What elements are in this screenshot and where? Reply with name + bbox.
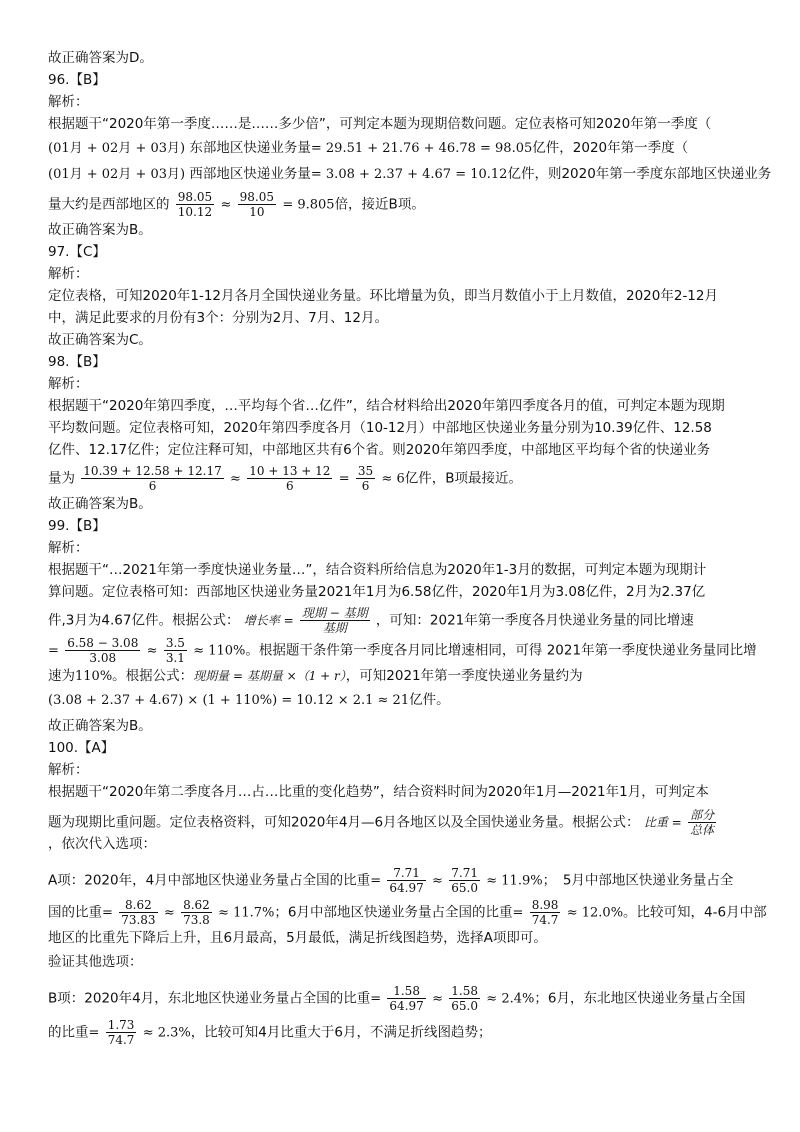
text-fragment: ；6月中部地区快递业务量占全国的比重	[274, 904, 513, 921]
numerator: 7.71	[451, 866, 478, 880]
text-fragment: ，比较可知4月比重大于6月，不满足折线图趋势；	[190, 1024, 492, 1041]
formula-text: = 29.51 + 21.76 + 46.78 = 98.05	[310, 141, 533, 156]
denominator: 10	[249, 205, 265, 219]
text-line: 算问题。定位表格可知：西部地区快递业务量2021年1月为6.58亿件，2020年1月为3.08亿件，2月为2.37亿	[48, 584, 706, 600]
numerator: 8.62	[183, 898, 210, 912]
formula-text: (3.08 + 2.37 + 4.67) × (1 + 110%) = 10.12 × 2.1 ≈ 21	[48, 693, 410, 708]
formula-line	[48, 808, 760, 837]
analysis-label: 解析：	[48, 762, 89, 778]
text-line: 故正确答案为B。	[48, 718, 152, 734]
approx-sign: ≈	[432, 991, 443, 1007]
text-line: 平均数问题。定位表格可知，2020年第四季度各月（10-12月）中部地区快递业务量分别为10.39亿件、12.58	[48, 420, 712, 436]
fraction	[181, 898, 212, 927]
text-fragment: 量为	[48, 470, 75, 487]
text-fragment: 亿件，B项最接近。	[404, 470, 523, 487]
equals-sign: =	[512, 905, 524, 921]
text-fragment: 量大约是西部地区的	[48, 196, 170, 213]
text-line: 故正确答案为B。	[48, 222, 152, 238]
fraction	[530, 898, 561, 927]
formula-text: = 9.805	[282, 197, 335, 213]
numerator: 3.5	[165, 636, 185, 650]
text-fragment: 题为现期比重问题。定位表格资料，可知2020年4月—6月各地区以及全国快递业务量。根据公式：	[48, 814, 640, 831]
formula-text: ≈ 12.0%	[566, 905, 624, 921]
text-line: 根据题干“2020年第一季度……是……多少倍”，可判定本题为现期倍数问题。定位表格可知2020年第一季度（	[48, 116, 712, 132]
formula-text: = 3.08 + 2.37 + 4.67 = 10.12	[310, 167, 508, 182]
text-fragment: 。根据公式：	[112, 668, 194, 684]
question-number: 99.【B】	[48, 518, 106, 534]
numerator: 10 + 13 + 12	[249, 464, 331, 478]
denominator: 73.83	[121, 913, 156, 927]
numerator: 1.73	[107, 1018, 135, 1032]
formula-line	[48, 690, 760, 711]
text-fragment: 亿件。	[409, 692, 450, 708]
formula-text: (01月 + 02月 + 03月)	[48, 141, 186, 156]
denominator: 65.0	[451, 999, 478, 1013]
numerator: 部分	[690, 808, 715, 822]
text-line: 故正确答案为C。	[48, 332, 152, 348]
text-fragment: ；6月，东北地区快递业务量占全国	[534, 990, 746, 1007]
formula-text: ≈ 11.7%	[218, 905, 275, 921]
text-fragment: 。比较可知，4-6月中部	[623, 904, 767, 921]
fraction	[119, 898, 157, 927]
fraction	[300, 606, 370, 635]
formula-line	[48, 898, 767, 927]
numerator: 1.58	[451, 984, 478, 998]
text-line: 地区的比重先下降后上升，且6月最高，5月最低，满足折线图趋势，选择A项即可。	[48, 930, 547, 946]
formula-text: 现期量 = 基期量 ×（1 + r）	[193, 669, 346, 683]
text-fragment: 西部地区快递业务量	[189, 166, 311, 182]
numerator: 10.39 + 12.58 + 12.17	[83, 464, 222, 478]
equals-sign: =	[48, 643, 59, 659]
fraction	[106, 1018, 137, 1047]
equals-sign: =	[370, 991, 382, 1007]
formula-line	[48, 190, 760, 219]
fraction	[247, 464, 332, 493]
denominator: 64.97	[389, 999, 424, 1013]
text-fragment: 倍，接近B项。	[334, 196, 425, 213]
formula-text: ≈ 6	[381, 471, 405, 487]
text-line: ，依次代入选项：	[48, 836, 156, 852]
denominator: 基期	[322, 621, 347, 635]
text-line: 定位表格，可知2020年1-12月各月全国快递业务量。环比增量为负，即当月数值小于上月数值，2020年2-12月	[48, 288, 718, 304]
text-line: 根据题干“2020年第二季度各月…占…比重的变化趋势”，结合资料时间为2020年1月—2021年1月，可判定本	[48, 784, 709, 800]
fraction	[449, 866, 480, 895]
denominator: 6	[148, 479, 157, 493]
text-fragment: 东部地区快递业务量	[189, 140, 311, 156]
question-number: 98.【B】	[48, 354, 106, 370]
numerator: 8.98	[531, 898, 559, 912]
formula-line	[48, 866, 760, 895]
approx-sign: ≈	[432, 873, 443, 889]
text-fragment: 亿件，则2020年第一季度东部地区快递业务	[507, 166, 772, 182]
denominator: 73.8	[183, 913, 210, 927]
question-number: 96.【B】	[48, 72, 106, 88]
fraction	[176, 190, 214, 219]
formula-label: 比重 =	[643, 815, 682, 830]
text-fragment: A项：2020年，4月中部地区快递业务量占全国的比重	[48, 872, 371, 889]
formula-line	[48, 464, 760, 493]
denominator: 3.08	[89, 651, 117, 665]
denominator: 总体	[690, 823, 715, 837]
approx-sign: ≈	[230, 471, 241, 487]
analysis-label: 解析：	[48, 540, 89, 556]
denominator: 6	[361, 479, 370, 493]
fraction	[81, 464, 223, 493]
text-line: 故正确答案为D。	[48, 50, 153, 66]
text-fragment: ，可知2021年第一季度快递业务量约为	[345, 668, 583, 684]
approx-sign: ≈	[220, 197, 232, 213]
numerator: 8.62	[119, 898, 157, 913]
formula-text: ≈ 11.9%	[486, 873, 543, 889]
text-fragment: ； 5月中部地区快递业务量占全	[542, 872, 734, 889]
equals-sign: =	[88, 1025, 100, 1041]
text-line: 验证其他选项：	[48, 954, 143, 970]
text-fragment: 的比重	[48, 1024, 89, 1041]
formula-label: 增长率 =	[243, 613, 294, 628]
text-fragment: 。根据题干条件第一季度各月同比增速相同，可得 2021年第一季度快递业务量同比增	[245, 642, 757, 659]
fraction	[449, 984, 480, 1013]
text-fragment: 件,3月为4.67亿件。根据公式：	[48, 612, 240, 629]
denominator: 10.12	[177, 205, 213, 219]
question-number: 100.【A】	[48, 740, 115, 756]
fraction	[164, 636, 187, 665]
formula-line	[48, 666, 760, 687]
text-fragment: B项：2020年4月，东北地区快递业务量占全国的比重	[48, 990, 371, 1007]
numerator: 35	[357, 464, 374, 478]
formula-line	[48, 1018, 760, 1047]
denominator: 64.97	[389, 881, 424, 895]
equals-sign: =	[370, 873, 382, 889]
numerator: 现期 − 基期	[301, 606, 368, 620]
text-line: 亿件、12.17亿件；定位注释可知，中部地区共有6个省。则2020年第四季度，中部地区平均每个省的快递业务	[48, 442, 711, 458]
numerator: 98.05	[177, 190, 213, 204]
text-fragment: 国的比重	[48, 904, 102, 921]
formula-line	[48, 164, 772, 185]
text-line: 中，满足此要求的月份有3个：分别为2月、7月、12月。	[48, 310, 388, 326]
fraction	[356, 464, 375, 493]
formula-line	[48, 606, 760, 635]
fraction	[238, 190, 276, 219]
text-fragment: 速为	[48, 668, 75, 684]
numerator: 1.58	[387, 984, 425, 999]
approx-sign: ≈	[163, 905, 175, 921]
analysis-label: 解析：	[48, 266, 89, 282]
fraction	[387, 984, 425, 1013]
denominator: 65.0	[451, 881, 478, 895]
text-line: 根据题干“2020年第四季度，…平均每个省…亿件”，结合材料给出2020年第四季度各月的值，可判定本题为现期	[48, 398, 725, 414]
question-number: 97.【C】	[48, 244, 106, 260]
equals-sign: =	[102, 905, 113, 921]
text-fragment: ，可知：2021年第一季度各月快递业务量的同比增速	[375, 612, 694, 629]
analysis-label: 解析：	[48, 94, 89, 110]
analysis-label: 解析：	[48, 376, 89, 392]
fraction	[65, 636, 140, 665]
formula-text: ≈ 2.4%	[486, 991, 535, 1007]
numerator: 6.58 − 3.08	[67, 636, 139, 650]
fraction	[387, 866, 425, 895]
formula-line	[48, 636, 760, 665]
formula-text: (01月 + 02月 + 03月)	[48, 167, 186, 182]
formula-text: 110%	[75, 669, 113, 684]
text-line: 根据题干“…2021年第一季度快递业务量…”，结合资料所给信息为2020年1-3月的数据，可判定本题为现期计	[48, 562, 707, 578]
denominator: 6	[286, 479, 294, 493]
denominator: 3.1	[165, 651, 185, 665]
formula-line	[48, 138, 760, 159]
text-line: 故正确答案为B。	[48, 496, 152, 512]
denominator: 74.7	[531, 913, 559, 927]
denominator: 74.7	[107, 1033, 135, 1047]
numerator: 7.71	[387, 866, 425, 881]
text-fragment: 亿件，2020年第一季度（	[532, 140, 689, 156]
formula-text: ≈ 110%	[193, 643, 246, 659]
formula-line	[48, 984, 760, 1013]
equals-sign: =	[338, 471, 350, 487]
formula-text: ≈ 2.3%	[142, 1025, 191, 1041]
numerator: 98.05	[239, 190, 275, 204]
fraction	[688, 808, 716, 837]
approx-sign: ≈	[146, 643, 158, 659]
